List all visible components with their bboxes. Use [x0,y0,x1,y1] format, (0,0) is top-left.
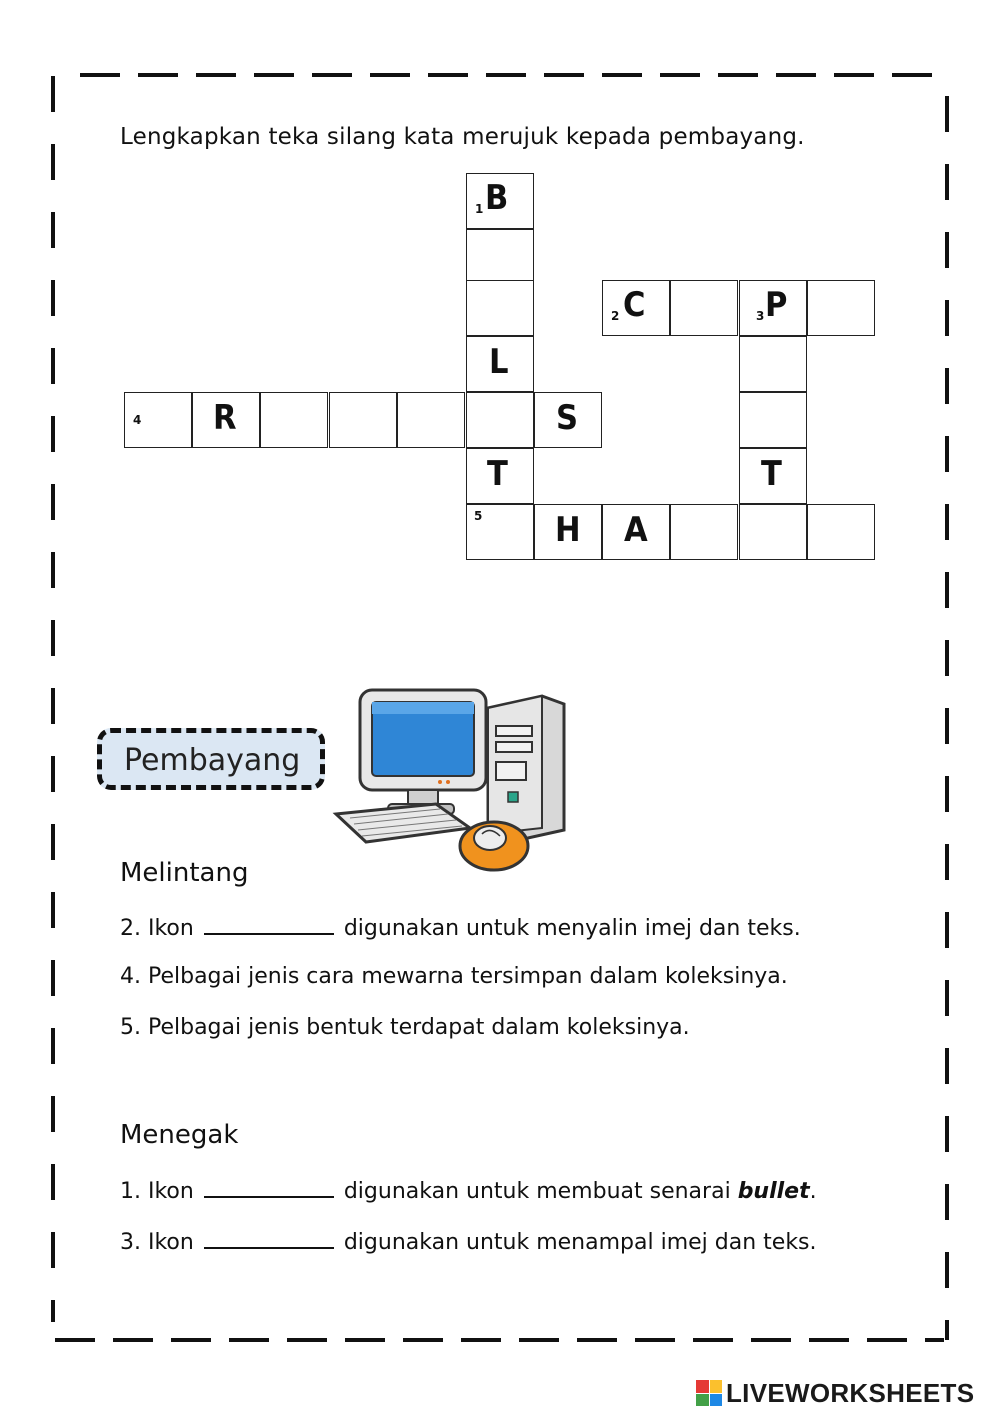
crossword-cell[interactable] [329,392,397,448]
across-heading: Melintang [120,858,249,888]
given-letter: H [555,510,581,550]
clue-number: 4 [133,413,142,427]
down-clue-3 [120,1227,817,1255]
instruction-text: Lengkapkan teka silang kata merujuk kepada pembayang. [120,124,805,150]
down-heading: Menegak [120,1120,239,1150]
crossword-cell[interactable] [807,280,875,336]
crossword-cell[interactable] [739,336,807,392]
given-letter: S [556,398,579,438]
hint-label-box [97,728,325,790]
given-letter: P [765,285,788,325]
crossword-cell[interactable] [807,504,875,560]
given-letter: C [623,285,646,325]
clue-end: . [809,1179,817,1204]
crossword-cell[interactable] [466,229,534,285]
down-clue-1 [120,1176,817,1204]
clue-emphasis: bullet [737,1179,810,1204]
answer-blank[interactable] [204,913,334,935]
clue-suffix: digunakan untuk membuat senarai [343,1179,731,1204]
watermark-text: LIVEWORKSHEETS [726,1377,975,1408]
across-clue-4: 4. Pelbagai jenis cara mewarna tersimpan dalam koleksinya. [120,964,788,989]
clue-suffix: digunakan untuk menyalin imej dan teks. [343,916,801,941]
given-letter: T [487,454,508,494]
clue-number: 2 [611,309,620,323]
given-letter: B [485,178,509,218]
liveworksheets-logo-icon [696,1380,722,1406]
clue-number: 1 [475,202,484,216]
crossword-cell[interactable] [739,392,807,448]
hint-label: Pembayang [124,743,301,778]
clue-suffix: digunakan untuk menampal imej dan teks. [343,1230,817,1255]
crossword-cell[interactable] [670,504,738,560]
given-letter: A [624,510,648,550]
given-letter: R [213,398,237,438]
computer-icon [332,688,572,874]
answer-blank[interactable] [204,1176,334,1198]
given-letter: L [489,342,509,382]
liveworksheets-watermark [696,1376,974,1410]
answer-blank[interactable] [204,1227,334,1249]
across-clue-2 [120,913,801,941]
given-letter: T [761,454,782,494]
clue-prefix: 3. Ikon [120,1230,194,1255]
clue-number: 5 [474,509,483,523]
crossword-cell[interactable] [466,392,534,448]
across-clue-5: 5. Pelbagai jenis bentuk terdapat dalam koleksinya. [120,1015,690,1040]
clue-prefix: 2. Ikon [120,916,194,941]
crossword-cell[interactable] [670,280,738,336]
crossword-cell[interactable] [397,392,465,448]
clue-number: 3 [756,309,765,323]
clue-prefix: 1. Ikon [120,1179,194,1204]
crossword-cell[interactable] [466,280,534,336]
crossword-cell[interactable] [739,504,807,560]
crossword-cell[interactable] [260,392,328,448]
